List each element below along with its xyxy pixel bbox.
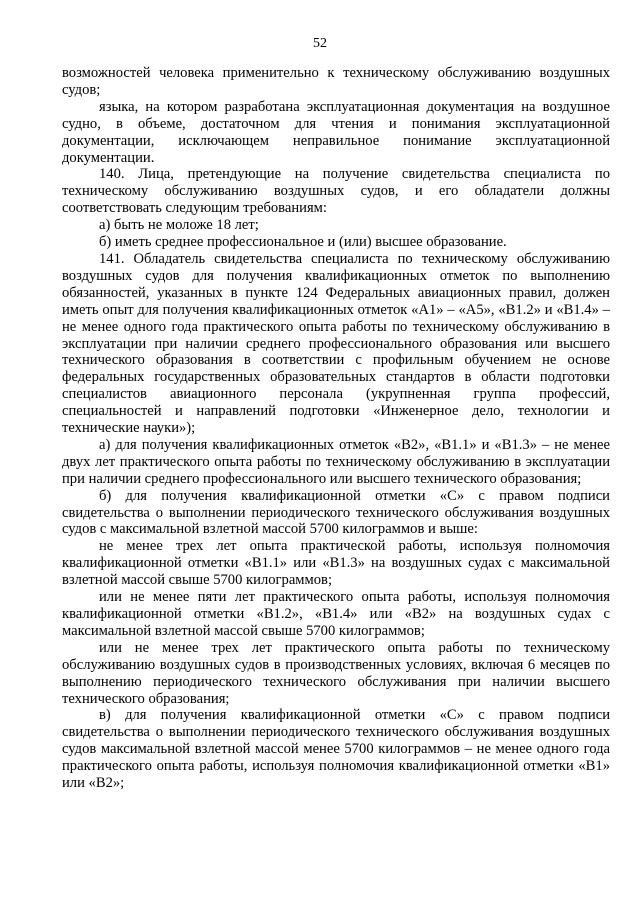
paragraph: или не менее трех лет практического опыта работы по техническому обслуживанию воздушных судов в производственных условиях, включая 6 месяцев по выполнению периодического технического обслуживания при наличии высшего технического образования; [62, 639, 610, 707]
paragraph: не менее трех лет опыта практической работы, используя полномочия квалификационной отметки «В1.1» или «В1.3» на воздушных судах с максимальной взлетной массой свыше 5700 килограммов; [62, 538, 610, 589]
paragraph: возможностей человека применительно к техническому обслуживанию воздушных судов; [62, 65, 610, 98]
paragraph: б) иметь среднее профессиональное и (или) высшее образование. [99, 234, 507, 251]
paragraph: или не менее пяти лет практического опыта работы, используя полномочия квалификационной отметки «В1.2», «В1.4» или «В2» на воздушных судах с максимальной взлетной массой свыше 5700 килограммов; [62, 589, 610, 639]
paragraph: языка, на котором разработана эксплуатационная документация на воздушное судно, в объеме, достаточном для чтения и понимания эксплуатационной документации, исключающем неправильное понимание эксплуатационной документации. [62, 98, 610, 166]
page-number: 52 [313, 36, 327, 51]
paragraph: б) для получения квалификационной отметки «С» с правом подписи свидетельства о выполнении периодического технического обслуживания воздушных судов с максимальной взлетной массой 5700 килограммов и выше: [62, 487, 610, 538]
paragraph: а) для получения квалификационных отметок «В2», «В1.1» и «В1.3» – не менее двух лет практического опыта работы по техническому обслуживанию в эксплуатации при наличии среднего профессионального или высшего технического образования; [62, 436, 610, 487]
paragraph: а) быть не моложе 18 лет; [99, 217, 259, 234]
paragraph: 141. Обладатель свидетельства специалиста по техническому обслуживанию воздушных судов для получения квалификационных отметок по выполнению обязанностей, указанных в пункте 124 Федеральных авиационных правил, должен иметь опыт для получения квалификационных отметок «А1» – «А5», «В1.2» и «В1.4» – не менее одного года практического опыта работы по техническому обслуживанию в эксплуатации при наличии среднего профессионального образования или высшего технического образования в соответствии с профильным обучением не основе федеральных государственных образовательных стандартов в области подготовки специалистов авиационного персонала (укрупненная группа профессий, специальностей и направлений подготовки «Инженерное дело, технологии и технические науки»); [62, 250, 610, 437]
paragraph: 140. Лица, претендующие на получение свидетельства специалиста по техническому обслуживанию воздушных судов, и его обладатели должны соответствовать следующим требованиям: [62, 166, 610, 217]
document-body [62, 65, 610, 792]
paragraph: в) для получения квалификационной отметки «С» с правом подписи свидетельства о выполнении периодического технического обслуживания воздушных судов максимальной взлетной массой менее 5700 килограммов – не менее одного года практического опыта работы, используя полномочия квалификационной отметки «В1» или «В2»; [62, 707, 610, 792]
